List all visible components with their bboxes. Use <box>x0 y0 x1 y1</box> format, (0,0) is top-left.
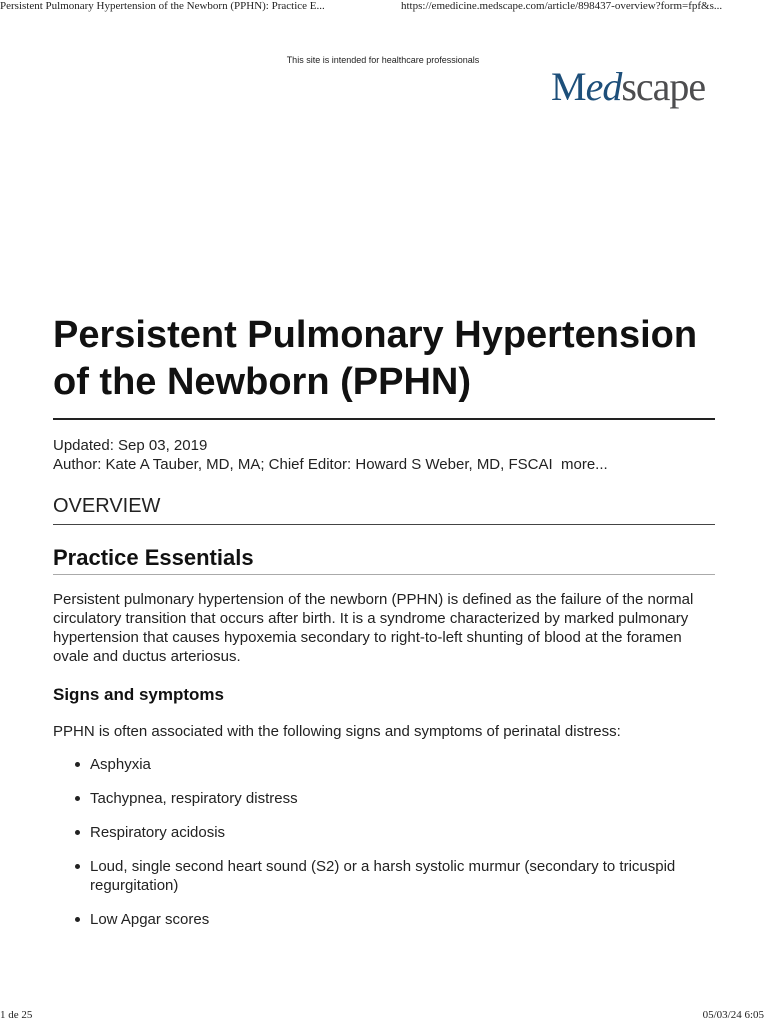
logo-med: Med <box>551 64 622 109</box>
symptoms-list <box>53 755 715 929</box>
bullet-icon <box>75 864 80 869</box>
article <box>53 312 715 944</box>
bullet-icon <box>75 917 80 922</box>
practice-essentials-heading: Practice Essentials <box>53 545 715 575</box>
bullet-icon <box>75 830 80 835</box>
updated-date: Updated: Sep 03, 2019 <box>53 437 208 454</box>
list-item: Loud, single second heart sound (S2) or a harsh systolic murmur (secondary to tricuspid regurgitation) <box>90 857 715 895</box>
print-datetime: 05/03/24 6:05 <box>702 1009 764 1021</box>
definition-paragraph: Persistent pulmonary hypertension of the newborn (PPHN) is defined as the failure of the normal circulatory transition that occurs after birth. It is a syndrome characterized by marked pulmonary hypertension that causes hypoxemia secondary to right-to-left shunting of blood at the foramen ovale and ductus arteriosus. <box>53 591 694 665</box>
print-header-url[interactable]: https://emedicine.medscape.com/article/898437-overview?form=fpf&s... <box>401 0 723 12</box>
page-number: 1 de 25 <box>0 1009 33 1021</box>
article-title: Persistent Pulmonary Hypertension of the Newborn (PPHN) <box>53 312 715 420</box>
section-heading-overview: OVERVIEW <box>53 493 715 525</box>
author-text: Author: Kate A Tauber, MD, MA; Chief Editor: Howard S Weber, MD, FSCAI <box>53 456 553 473</box>
author-line <box>53 455 715 474</box>
list-item: Asphyxia <box>90 755 715 774</box>
list-item: Respiratory acidosis <box>90 823 715 842</box>
bullet-icon <box>75 762 80 767</box>
signs-intro: PPHN is often associated with the following signs and symptoms of perinatal distress: <box>53 723 621 740</box>
list-item: Tachypnea, respiratory distress <box>90 789 715 808</box>
list-item: Low Apgar scores <box>90 910 715 929</box>
print-footer <box>0 1009 768 1024</box>
article-meta <box>53 436 715 474</box>
bullet-icon <box>75 796 80 801</box>
print-header-title: Persistent Pulmonary Hypertension of the Newborn (PPHN): Practice E... <box>0 0 325 12</box>
signs-symptoms-heading: Signs and symptoms <box>53 685 224 704</box>
medscape-logo[interactable] <box>551 63 705 111</box>
more-authors-link[interactable]: more... <box>561 456 608 473</box>
logo-scape: scape <box>621 64 706 109</box>
print-header <box>0 0 768 20</box>
site-notice: This site is intended for healthcare professionals <box>286 55 480 65</box>
